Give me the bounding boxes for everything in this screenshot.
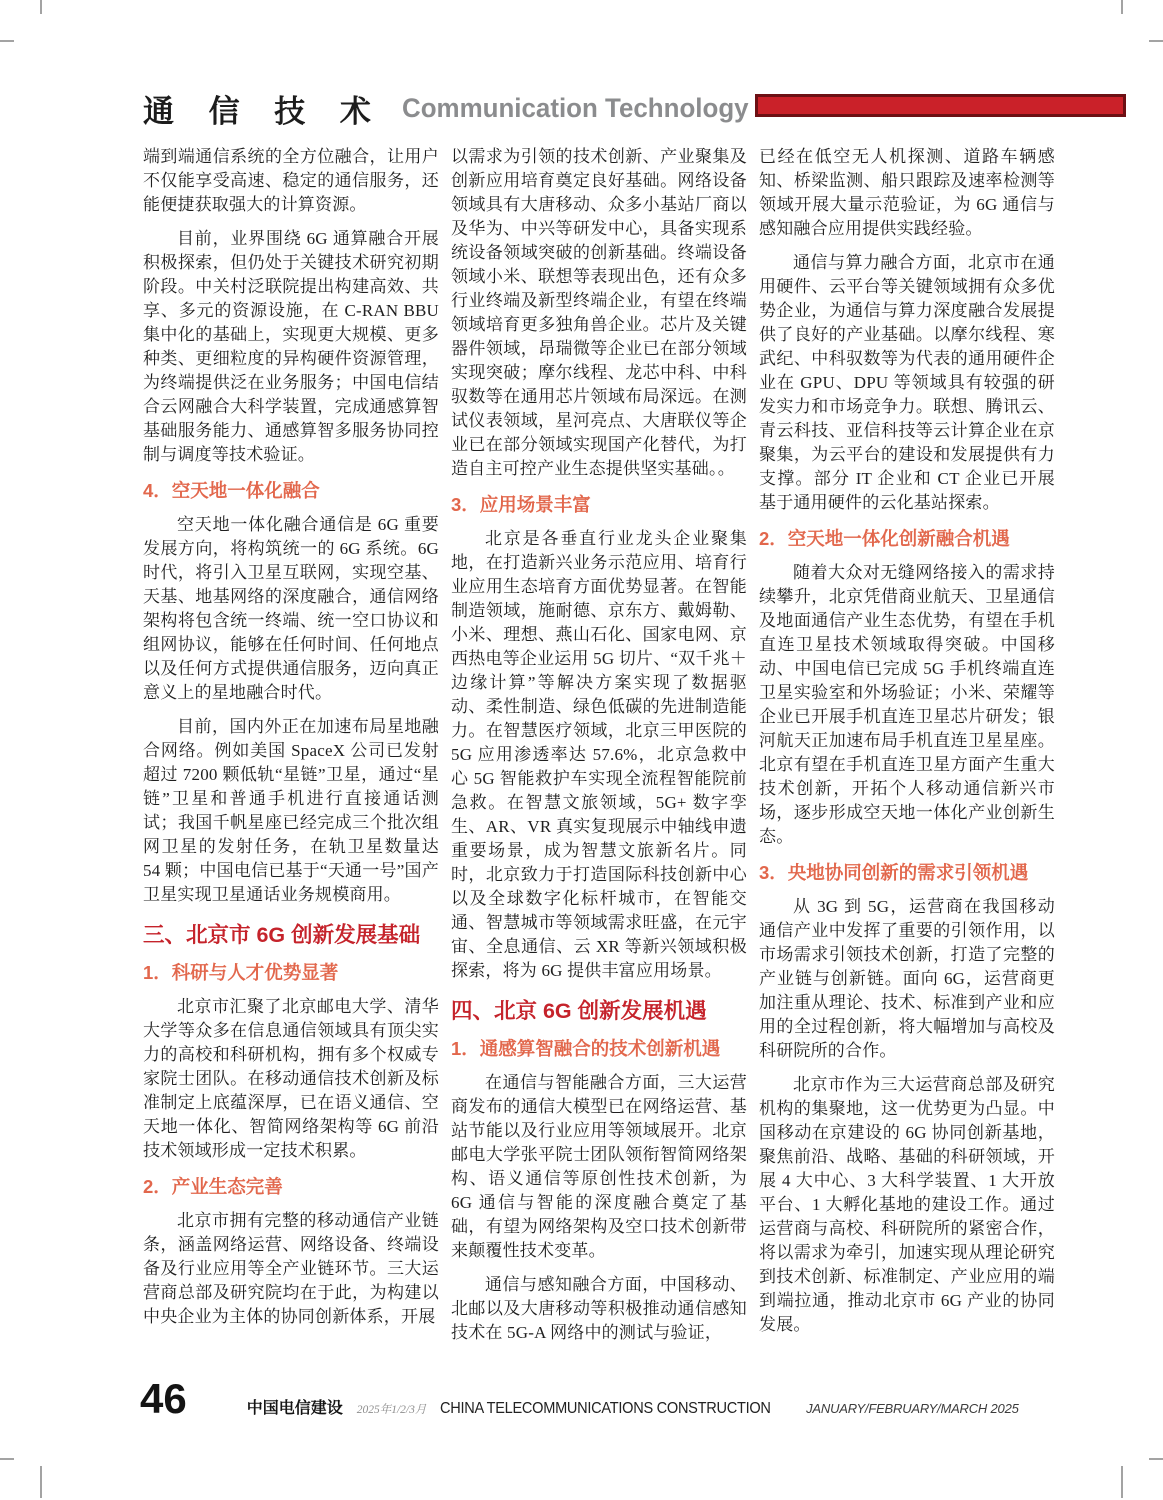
section-title-en: Communication Technology	[401, 93, 749, 123]
page-header	[143, 86, 1120, 132]
subsection-heading: 2．产业生态完善	[143, 1176, 283, 1197]
body-paragraph: 北京市汇聚了北京邮电大学、清华大学等众多在信息通信领域具有顶尖实力的高校和科研机构，拥有多个权威专家院士团队。在移动通信技术创新及标准制定上底蕴深厚，已在语义通信、空天地一体化、智简网络架构等 6G 前沿技术领域形成一定技术积累。	[143, 997, 439, 1160]
crop-mark	[0, 40, 14, 42]
subsection-heading: 4．空天地一体化融合	[143, 480, 320, 501]
body-paragraph: 已经在低空无人机探测、道路车辆感知、桥梁监测、船只跟踪及速率检测等领域开展大量示范验证，为 6G 通信与感知融合应用提供实践经验。	[759, 147, 1055, 238]
issue-date-en: JANUARY/FEBRUARY/MARCH 2025	[806, 1401, 1019, 1416]
journal-name-zh: 中国电信建设	[246, 1400, 343, 1417]
subsection-heading: 1．科研与人才优势显著	[143, 962, 339, 983]
body-paragraph: 从 3G 到 5G，运营商在我国移动通信产业中发挥了重要的引领作用，以市场需求引领技术创新，打造了完整的产业链与创新链。面向 6G，运营商更加注重从理论、技术、标准到产业和应用的全过程创新，将大幅增加与高校及科研院所的合作。	[759, 897, 1055, 1060]
page-number: 46	[140, 1375, 187, 1422]
journal-name-en: CHINA TELECOMMUNICATIONS CONSTRUCTION	[440, 1400, 772, 1417]
body-paragraph: 以需求为引领的技术创新、产业聚集及创新应用培育奠定良好基础。网络设备领域具有大唐移动、众多小基站厂商以及华为、中兴等研发中心，具备实现系统设备领域突破的创新基础。终端设备领域小米、联想等表现出色，还有众多行业终端及新型终端企业，有望在终端领域培育更多独角兽企业。芯片及关键器件领域，昂瑞微等企业已在部分领域实现突破；摩尔线程、龙芯中科、中科驭数等在通用芯片领域布局深远。在测试仪表领域，星河亮点、大唐联仪等企业已在部分领域实现国产化替代，为打造自主可控产业生态提供坚实基础。。	[451, 147, 747, 478]
body-paragraph: 通信与感知融合方面，中国移动、北邮以及大唐移动等积极推动通信感知技术在 5G-A 网络中的测试与验证，	[451, 1275, 747, 1342]
body-paragraph: 空天地一体化融合通信是 6G 重要发展方向，将构筑统一的 6G 系统。6G 时代，将引入卫星互联网，实现空基、天基、地基网络的深度融合，通信网络架构将包含统一终端、统一空口协议和组网协议，能够在任何时间、任何地点以及任何方式提供通信服务，迈向真正意义上的星地融合时代。	[143, 515, 439, 702]
subsection-heading: 3．应用场景丰富	[451, 494, 591, 515]
crop-mark	[1149, 1458, 1163, 1460]
section-title-zh: 通 信 技 术	[143, 94, 384, 129]
footer-journal-info	[247, 1395, 1019, 1418]
crop-mark	[1121, 1466, 1123, 1498]
issue-date-zh: 2025年1/2/3月	[356, 1404, 427, 1416]
column-1	[143, 145, 439, 1355]
subsection-heading: 1．通感算智融合的技术创新机遇	[451, 1038, 721, 1059]
header-red-bar	[755, 94, 1126, 117]
crop-mark	[1149, 40, 1163, 42]
subsection-heading: 3．央地协同创新的需求引领机遇	[759, 862, 1029, 883]
body-paragraph: 北京是各垂直行业龙头企业聚集地，在打造新兴业务示范应用、培育行业应用生态培育方面优势显著。在智能制造领域，施耐德、京东方、戴姆勒、小米、理想、燕山石化、国家电网、京西热电等企业运用 5G 切片、“双千兆＋边缘计算”等解决方案实现了数据驱动、柔性制造、绿色低碳的先进制造能力。在智慧医疗领域，北京三甲医院的 5G 应用渗透率达 57.6%，北京急救中心 5G 智能救护车实现全流程智能院前急救。在智慧文旅领域，5G+ 数字孪生、AR、VR 真实复现展示中轴线申遗重要场景，成为智慧文旅新名片。同时，北京致力于打造国际科技创新中心以及全球数字化标杆城市，在智能交通、智慧城市等领域需求旺盛，在元宇宙、全息通信、云 XR 等新兴领域积极探索，将为 6G 提供丰富应用场景。	[451, 529, 747, 980]
body-paragraph: 北京市拥有完整的移动通信产业链条，涵盖网络运营、网络设备、终端设备及行业应用等全产业链环节。三大运营商总部及研究院均在于此，为构建以中央企业为主体的协同创新体系，开展	[143, 1211, 439, 1326]
section-heading: 三、北京市 6G 创新发展基础	[143, 923, 421, 947]
body-paragraph: 在通信与智能融合方面，三大运营商发布的通信大模型已在网络运营、基站节能以及行业应用等领域展开。北京邮电大学张平院士团队领衔智简网络架构、语义通信等原创性技术创新，为 6G 通信与智能的深度融合奠定了基础，有望为网络架构及空口技术创新带来颠覆性技术变革。	[451, 1073, 747, 1260]
crop-mark	[1121, 0, 1123, 14]
crop-mark	[0, 1458, 14, 1460]
column-3	[759, 145, 1055, 1355]
page-footer	[140, 1375, 1080, 1424]
body-paragraph: 随着大众对无缝网络接入的需求持续攀升，北京凭借商业航天、卫星通信及地面通信产业生态优势，有望在手机直连卫星技术领域取得突破。中国移动、中国电信已完成 5G 手机终端直连卫星实验室和外场验证；小米、荣耀等企业已开展手机直连卫星芯片研发；银河航天正加速布局手机直连卫星星座。北京有望在手机直连卫星方面产生重大技术创新，开拓个人移动通信新兴市场，逐步形成空天地一体化产业创新生态。	[759, 563, 1055, 846]
body-paragraph: 通信与算力融合方面，北京市在通用硬件、云平台等关键领域拥有众多优势企业，为通信与算力深度融合发展提供了良好的产业基础。以摩尔线程、寒武纪、中科驭数等为代表的通用硬件企业在 GPU、DPU 等领域具有较强的研发实力和市场竞争力。联想、腾讯云、青云科技、亚信科技等云计算企业在京聚集，为云平台的建设和发展提供有力支撑。部分 IT 企业和 CT 企业已开展基于通用硬件的云化基站探索。	[759, 253, 1055, 512]
section-heading: 四、北京 6G 创新发展机遇	[451, 999, 707, 1023]
column-2	[451, 145, 747, 1355]
body-paragraph: 目前，业界围绕 6G 通算融合开展积极探索，但仍处于关键技术研究初期阶段。中关村泛联院提出构建高效、共享、多元的资源设施，在 C-RAN BBU 集中化的基础上，实现更大规模、更多种类、更细粒度的异构硬件资源管理，为终端提供泛在业务服务；中国电信结合云网融合大科学装置，完成通感算智基础服务能力、通感算智多服务协同控制与调度等技术验证。	[143, 229, 439, 464]
body-paragraph: 端到端通信系统的全方位融合，让用户不仅能享受高速、稳定的通信服务，还能便捷获取强大的计算资源。	[143, 147, 439, 214]
body-paragraph: 北京市作为三大运营商总部及研究机构的集聚地，这一优势更为凸显。中国移动在京建设的 6G 协同创新基地，聚焦前沿、战略、基础的科研领域，开展 4 大中心、3 大科学装置、1 大开放平台、1 大孵化基地的建设工作。通过运营商与高校、科研院所的紧密合作，将以需求为牵引，加速实现从理论研究到技术创新、标准制定、产业应用的端到端拉通，推动北京市 6G 产业的协同发展。	[759, 1075, 1055, 1334]
article-body	[143, 145, 1055, 1355]
crop-mark	[40, 0, 42, 14]
subsection-heading: 2．空天地一体化创新融合机遇	[759, 528, 1010, 549]
body-paragraph: 目前，国内外正在加速布局星地融合网络。例如美国 SpaceX 公司已发射超过 7200 颗低轨“星链”卫星，通过“星链”卫星和普通手机进行直接通话测试；我国千帆星座已经完成三个批次组网卫星的发射任务，在轨卫星数量达 54 颗；中国电信已基于“天通一号”国产卫星实现卫星通话业务规模商用。	[143, 717, 439, 904]
crop-mark	[40, 1466, 42, 1498]
